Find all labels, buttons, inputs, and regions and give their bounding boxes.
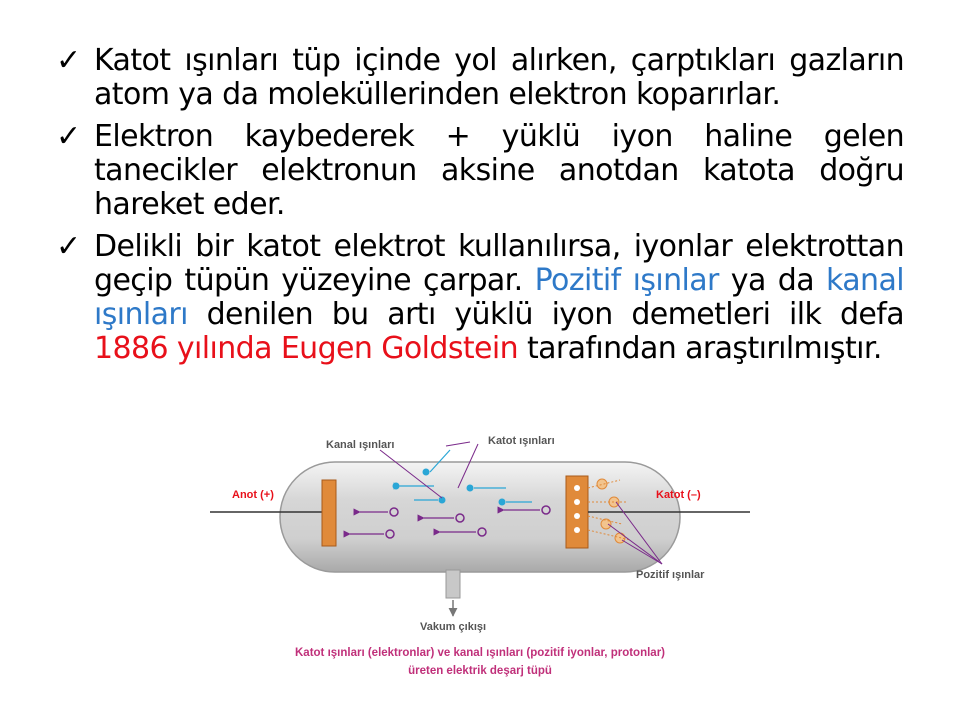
bullet-text-part: Katot ışınları tüp içinde yol alırken, çarptıkları gazların atom ya da moleküllerinden elektron koparırlar. xyxy=(94,43,904,112)
bullet-text xyxy=(94,230,904,366)
checkmark-icon: ✓ xyxy=(56,229,82,264)
highlight-kanal: kanal ışınları xyxy=(94,263,904,332)
highlight-goldstein: 1886 yılında Eugen Goldstein xyxy=(94,331,519,366)
label-katot: Katot (–) xyxy=(656,489,701,501)
bullet-item xyxy=(56,44,904,112)
bullet-item xyxy=(56,120,904,222)
label-vakum: Vakum çıkışı xyxy=(420,621,487,633)
label-kanal: Kanal ışınları xyxy=(326,439,395,451)
bullet-text xyxy=(94,44,904,112)
anode-plate xyxy=(322,480,336,546)
bullet-text-part: denilen bu artı yüklü iyon demetleri ilk defa xyxy=(187,297,904,332)
label-katot-isinlari: Katot ışınları xyxy=(488,435,555,447)
discharge-tube-diagram xyxy=(210,428,750,688)
glass-tube xyxy=(280,462,680,572)
cathode-hole xyxy=(574,485,580,491)
vacuum-outlet xyxy=(446,570,460,598)
bullet-item xyxy=(56,230,904,366)
highlight-pozitif: Pozitif ışınlar xyxy=(534,263,719,298)
label-pozitif: Pozitif ışınlar xyxy=(636,569,705,581)
cathode-hole xyxy=(574,499,580,505)
checkmark-icon: ✓ xyxy=(56,119,82,154)
cathode-hole xyxy=(574,513,580,519)
caption-line1: Katot ışınları (elektronlar) ve kanal ışınları (pozitif iyonlar, protonlar) xyxy=(295,647,665,659)
label-anot: Anot (+) xyxy=(232,489,274,501)
bullet-text-part: Delikli bir katot elektrot kullanılırsa, iyonlar elektrottan geçip tüpün yüzeyine çarpar. xyxy=(94,229,904,298)
bullet-text-part: Elektron kaybederek + yüklü iyon haline gelen tanecikler elektronun aksine anotdan katota doğru hareket eder. xyxy=(94,119,904,222)
bullet-text-part: ya da xyxy=(718,263,827,298)
bullet-text xyxy=(94,120,904,222)
bullet-list xyxy=(56,44,904,374)
checkmark-icon: ✓ xyxy=(56,43,82,78)
bullet-text-part: tarafından araştırılmıştır. xyxy=(518,331,882,366)
cathode-hole xyxy=(574,527,580,533)
caption-line2: üreten elektrik deşarj tüpü xyxy=(408,665,552,677)
